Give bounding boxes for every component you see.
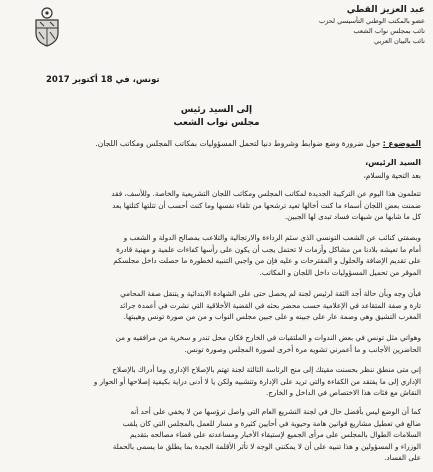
sender-title-line: نائب بمجلس نواب الشعب — [353, 27, 425, 35]
sender-name: عبد العزيز القطي — [346, 5, 425, 15]
subject-text: حول ضرورة وضع ضوابط وشروط دنيا لتحمل المسؤوليات بمكاتب المجلس ومكاتب اللجان. — [95, 139, 381, 148]
body-paragraph — [10, 332, 421, 355]
text-line: تتعلمون هذا اليوم عن التركيبة الجديدة لمكاتب المجلس ومكاتب اللجان التشريعية والخاصة. وللأسف، فقد — [111, 189, 421, 198]
body-paragraph — [10, 364, 421, 399]
subject-line — [10, 138, 421, 149]
tunisia-coat-of-arms-icon — [30, 6, 64, 48]
text-line: فبأن وجه وبأن حالة أجد الثقة لرئيس لجنة لم يحصل حتى على الشهادة الابتدائية و يتنقل صفة المحامي — [120, 289, 421, 298]
text-line: الإداري إلى ما يفتقد من الكفاءة والتي تريد على الإدارة وتتشبيه ولكن يا لا أدنى دراية بكيفية إصلاحها أو الحوار و — [93, 376, 421, 386]
text-line: السلامات الطوال بالمجلس على مرأى الجميع لإستيقاء الأخبار ومساعدته على قضاء مصالحه بتقديم — [129, 430, 421, 440]
text-line: الحاضرين الأجانب و ما أعمرني تشويه مرة أخرى لصورة المجلس وصورة تونس. — [184, 344, 421, 354]
sender-block — [307, 4, 425, 46]
text-line: الموقر من تحميل المسؤوليات داخل اللجان و المكاتب. — [259, 267, 421, 277]
text-line: ضمنت بعض اللجان أسماء ما كنت أخالها تعيد ترشحها من تلقاء نفسها وما كنت أحسب أن تتلتها كتلتها بعد — [112, 200, 421, 210]
text-line: الوزراء و المسؤولين و هذا تنبيه على أن لا يمكنني الوجه لا تأثر الأقلمة الجيدة بما يطلق ما يسمى بالحملة — [112, 441, 421, 451]
recipient-line: إلى السيد رئيس — [180, 105, 253, 115]
greeting: بعد التحية والسلام، — [363, 171, 421, 180]
body-paragraph — [10, 188, 421, 223]
body-paragraph — [10, 232, 421, 278]
sender-title-line: عضو بالمكتب الوطني التأسيسي لحزب — [318, 17, 425, 25]
text-line: النقاش مع فئات هذا الاختصاص في الداخل و الخارج. — [265, 388, 421, 398]
dateline: تونس، في 18 أكتوبر 2017 — [46, 75, 160, 85]
text-line: وهواتي مثل تونس في بعض الندوات و الملتقيات في الخارج فكان محل تندر و سخرية من مرافقيه و من — [115, 333, 421, 342]
text-line: على تقديم الإضافة والحلول و المقترحات و عليه فإن من واجبي التنبيه لخطورة ما حصلت داخل مجلسكم — [113, 256, 421, 266]
text-line: إني متى منطق ننظر بحسنت مقيتك إلى منح الرئاسة الثالثة لجنة تهتم بالإصلاح الإداري وما أدراك بالإصلاح — [112, 365, 421, 374]
text-line: كل ما شابها من شبهات فساد تبدى لها الجبين. — [284, 212, 421, 222]
body-paragraph — [10, 288, 421, 323]
text-line: تارة و صفة المتقاعد في الإعلامية حسب محضر بحثه في القضية الأخلاقية التي نشرت في أعمدة جرائد — [119, 300, 421, 310]
text-line: ضالع في تعطيل مشاريع قوانين هامة وحيوية في أحايين كثيرة و مسار للعمل بالمجلس التي كان يلقب — [122, 418, 421, 428]
recipient-line: مجلس نواب الشعب — [173, 118, 260, 128]
salutation: السيد الرئيس، — [365, 158, 421, 167]
sender-title-line: نائب بالبيان العربي — [373, 37, 425, 45]
body-paragraph — [10, 406, 421, 464]
text-line: كما أن الوضع ليس بأفضل حال في لجنة التشريع العام التي واصل ترؤسها من لا يخفي على أحد أنه — [130, 407, 421, 416]
subject-label: الموضوع : — [382, 139, 421, 148]
text-line: على الفساد. — [384, 453, 421, 463]
text-line: أمام ما تعيشه بلادنا من مشاكل وأزمات لا تحتمل يجب أن يكون على رأسها كفاءات علمية و مهنية قادرة — [116, 244, 421, 254]
text-line: المغرب التشيق وهي وصمة عار على جبينه و على جبين مجلس النواب و من من صورة تونس وهيبتها. — [123, 312, 421, 322]
text-line: وبصفتي كنائب عن الشعب التونسي الذي سئم الرداءة والارتجالية والتلاعب بمصالح الدولة و الشعب و — [123, 233, 421, 242]
recipient-block — [0, 104, 433, 130]
